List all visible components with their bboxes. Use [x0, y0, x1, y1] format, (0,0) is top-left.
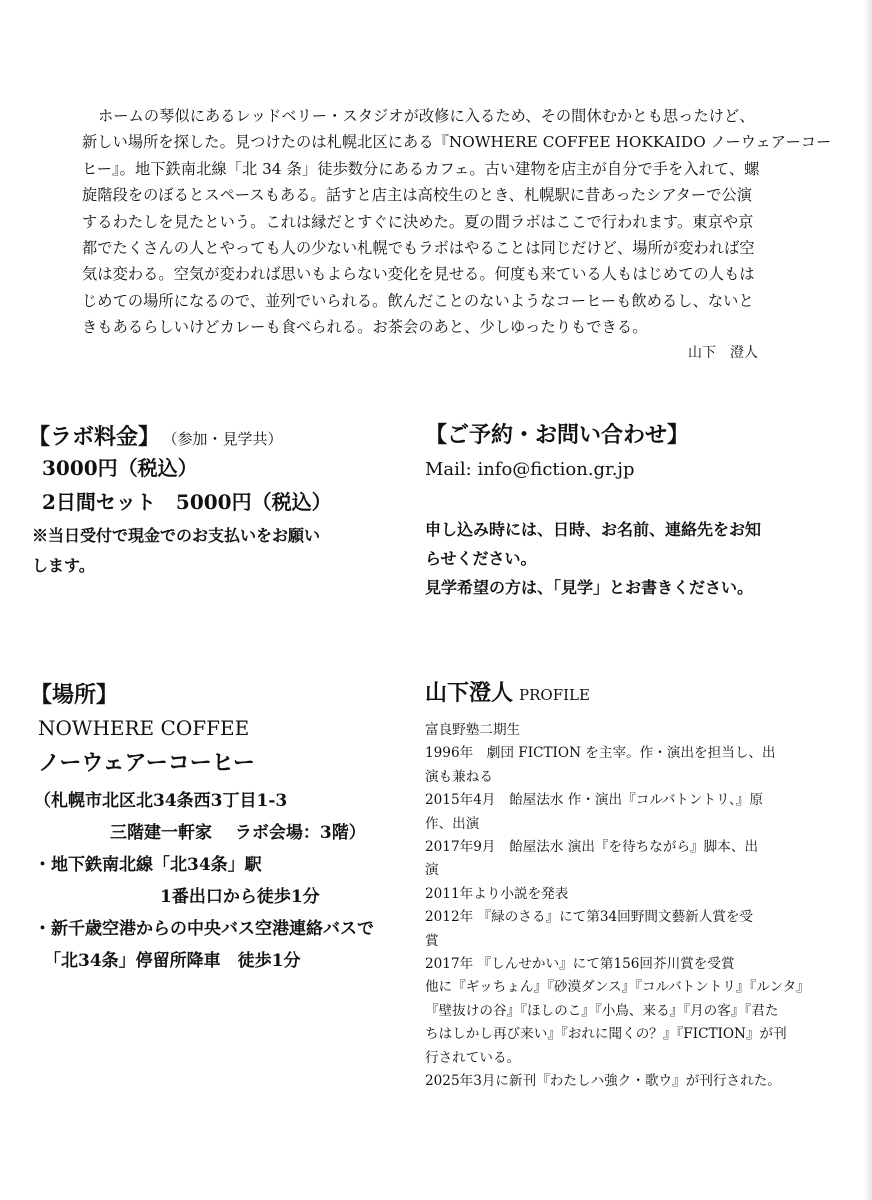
intro-line: ホームの琴似にあるレッドベリー・スタジオが改修に入るため、その間休むかとも思ったけど、: [98, 107, 755, 125]
payment-note: [28, 521, 418, 581]
profile-heading: [425, 676, 845, 707]
page-edge-divider: [863, 0, 872, 1200]
contact-instruction-line: らせください。: [425, 549, 537, 568]
contact-title: 【ご予約・お問い合わせ】: [425, 422, 690, 448]
profile-line: 2025年3月に新刊『わたしハ強ク・歌ウ』が刊行された。: [425, 1073, 781, 1090]
profile-line: 2017年 『しんせかい』にて第156回芥川賞を受賞: [425, 956, 735, 973]
venue-title: 【場所】: [30, 682, 119, 708]
lab-fees-title: 【ラボ料金】: [28, 424, 161, 450]
venue-address-line: （札幌市北区北34条西3丁目1-3: [34, 791, 288, 811]
profile-line: ちはしかし再び来い』『おれに聞くの？』『FICTION』が刊: [425, 1026, 787, 1043]
profile-name: 山下澄人: [425, 680, 514, 706]
profile-lines: [425, 719, 845, 1094]
intro-line: きもあるらしいけどカレーも食べられる。お茶会のあと、少しゆったりもできる。: [82, 318, 648, 337]
contact-mail[interactable]: Mail: info@fiction.gr.jp: [425, 459, 635, 480]
profile-line: 『壁抜けの谷』『ほしのこ』『小鳥、来る』『月の客』『君た: [425, 1002, 779, 1019]
intro-line: 気は変わる。空気が変われば思いもよらない変化を見せる。何度も来ている人もはじめての人もは: [82, 265, 755, 284]
contact-instructions: [425, 515, 845, 602]
price-two-day-set: 2日間セット 5000円（税込）: [42, 490, 332, 514]
venue-access-line: ・地下鉄南北線「北34条」駅: [34, 855, 262, 875]
profile-line: 2012年 『緑のさる』にて第34回野間文藝新人賞を受: [425, 909, 754, 926]
intro-line: するわたしを見たという。これは縁だとすぐに決めた。夏の間ラボはここで行われます。東京や京: [82, 212, 754, 231]
profile-section: [425, 676, 845, 1094]
profile-line: 富良野塾二期生: [425, 722, 521, 738]
profile-line: 他に『ギッちょん』『砂漠ダンス』『コルバトントリ』『ルンタ』: [425, 979, 810, 996]
profile-line: 演も兼ねる: [425, 768, 493, 785]
payment-note-line: ※当日受付で現金でのお支払いをお願い: [32, 526, 321, 545]
venue-section: [30, 678, 420, 977]
intro-paragraph: [82, 103, 832, 341]
venue-name-en: NOWHERE COFFEE: [38, 716, 250, 740]
venue-name-ja: ノーウェアーコーヒー: [38, 750, 255, 776]
profile-line: 2011年より小説を発表: [425, 885, 569, 902]
contact-instruction-line: 見学希望の方は、「見学」とお書きください。: [425, 578, 754, 597]
contact-instruction-line: 申し込み時には、日時、お名前、連絡先をお知: [425, 520, 762, 539]
intro-line: 都でたくさんの人とやっても人の少ない札幌でもラボはやることは同じだけど、場所が変われば空: [82, 239, 755, 258]
intro-line: 新しい場所を探した。見つけたのは札幌北区にある『NOWHERE COFFEE HOKKAIDO ノーウェアーコー: [82, 133, 832, 152]
venue-access-line: 1番出口から徒歩1分: [160, 887, 320, 907]
venue-address-line: 三階建一軒家 ラボ会場：3階）: [110, 823, 366, 843]
venue-access-line: 「北34条」停留所降車 徒歩1分: [44, 951, 301, 971]
intro-signature: 山下 澄人: [688, 345, 758, 361]
price-single: 3000円（税込）: [42, 456, 198, 480]
profile-label: PROFILE: [519, 686, 590, 704]
payment-note-line: します。: [32, 556, 95, 575]
profile-line: 作、出演: [425, 815, 480, 832]
profile-line: 演: [425, 862, 439, 879]
intro-line: 旋階段をのぼるとスペースもある。話すと店主は高校生のとき、札幌駅に昔あったシアターで公演: [82, 186, 753, 205]
lab-fees-heading: [28, 420, 418, 451]
profile-line: 行されている。: [425, 1049, 521, 1066]
profile-line: 2015年4月 飴屋法水 作・演出『コルバトントリ、』原: [425, 792, 763, 809]
intro-line: ヒー』。地下鉄南北線「北 34 条」徒歩数分にあるカフェ。古い建物を店主が自分で手を入れて、螺: [82, 159, 760, 178]
lab-fees-section: [28, 420, 418, 581]
venue-access-line: ・新千歳空港からの中央バス空港連絡バスで: [34, 919, 374, 939]
profile-line: 1996年 劇団 FICTION を主宰。作・演出を担当し、出: [425, 745, 776, 762]
profile-line: 2017年9月 飴屋法水 演出『を待ちながら』脚本、出: [425, 839, 759, 856]
lab-fees-subtitle: （参加・見学共）: [170, 430, 283, 448]
contact-section: [425, 418, 845, 602]
profile-line: 賞: [425, 932, 439, 949]
intro-line: じめての場所になるので、並列でいられる。飲んだことのないようなコーヒーも飲めるし、ないと: [82, 291, 754, 310]
